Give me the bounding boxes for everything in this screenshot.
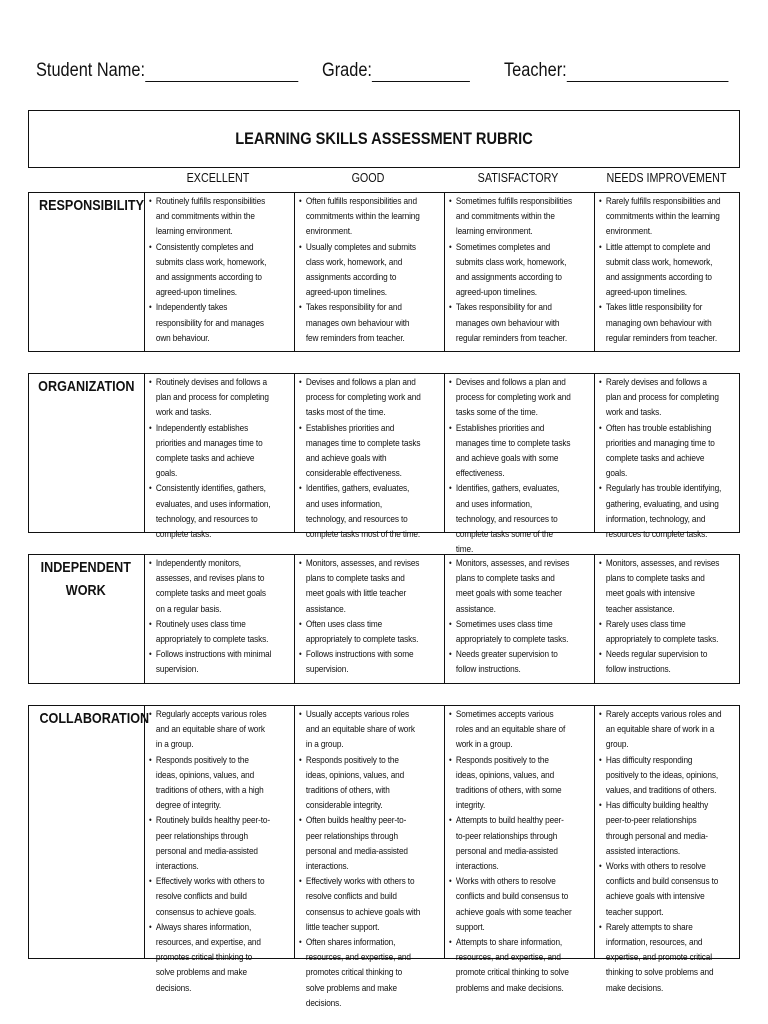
criteria-item: • Takes little responsibility for managing own behaviour with regular reminders from teacher.: [599, 300, 722, 346]
cell-excellent: [144, 374, 294, 541]
cell-good: [294, 374, 444, 541]
cell-needs-improvement: [594, 374, 741, 541]
column-header-needs-improvement: NEEDS IMPROVEMENT: [606, 171, 727, 185]
criteria-list: [599, 707, 722, 996]
criteria-item: • Often shares information, resources, and expertise, and promotes critical thinking to solve problems and make decisions.: [299, 935, 422, 1011]
criteria-item: • Effectively works with others to resolve conflicts and build consensus to achieve goals with little teacher support.: [299, 874, 422, 935]
criteria-list: [449, 375, 572, 557]
criteria-item: • Sometimes completes and submits class work, homework, and assignments according to agreed-upon timelines.: [449, 240, 572, 301]
criteria-item: • Little attempt to complete and submit class work, homework, and assignments according to agreed-upon timelines.: [599, 240, 722, 301]
section-label: [29, 195, 143, 218]
criteria-item: • Usually accepts various roles and an equitable share of work in a group.: [299, 707, 422, 753]
column-header-satisfactory: SATISFACTORY: [477, 171, 559, 185]
section-collaboration: [28, 705, 740, 1009]
criteria-item: • Works with others to resolve conflicts and build consensus to achieve goals with some teacher support.: [449, 874, 572, 935]
section-label: [29, 708, 150, 731]
criteria-item: • Takes responsibility for and manages own behaviour with regular reminders from teacher.: [449, 300, 572, 346]
grade-blank[interactable]: [372, 61, 470, 82]
criteria-item: • Consistently completes and submits class work, homework, and assignments according to agreed-upon timelines.: [149, 240, 272, 301]
section-label-line: RESPONSIBILITY: [39, 197, 145, 214]
section-independent-work: [28, 554, 740, 684]
criteria-item: • Often uses class time appropriately to complete tasks.: [299, 617, 422, 647]
rubric-title-box: [28, 110, 740, 168]
criteria-item: • Follows instructions with some supervision.: [299, 647, 422, 677]
criteria-list: [299, 375, 422, 542]
criteria-item: • Always shares information, resources, and expertise, and promotes critical thinking to solve problems and make decisions.: [149, 920, 272, 996]
criteria-item: • Needs greater supervision to follow instructions.: [449, 647, 572, 677]
cell-needs-improvement: [594, 193, 741, 351]
criteria-item: • Responds positively to the ideas, opinions, values, and traditions of others, with a high degree of integrity.: [149, 753, 272, 814]
criteria-item: • Monitors, assesses, and revises plans to complete tasks and meet goals with intensive teacher assistance.: [599, 556, 722, 617]
criteria-list: [599, 194, 722, 346]
section-label-line: COLLABORATION: [39, 710, 150, 727]
cell-needs-improvement: [594, 555, 741, 683]
criteria-item: • Responds positively to the ideas, opinions, values, and traditions of others, with some integrity.: [449, 753, 572, 814]
criteria-item: • Needs regular supervision to follow instructions.: [599, 647, 722, 677]
criteria-list: [299, 556, 422, 678]
rubric-title: LEARNING SKILLS ASSESSMENT RUBRIC: [235, 129, 533, 148]
criteria-list: [149, 375, 272, 542]
column-headers: [0, 171, 768, 189]
header-fields: [0, 60, 768, 90]
criteria-item: • Establishes priorities and manages time to complete tasks and achieve goals with some effectiveness.: [449, 421, 572, 482]
cell-excellent: [144, 706, 294, 994]
criteria-item: • Consistently identifies, gathers, evaluates, and uses information, technology, and resources to complete tasks.: [149, 481, 272, 542]
criteria-item: • Establishes priorities and manages time to complete tasks and achieve goals with considerable effectiveness.: [299, 421, 422, 482]
criteria-item: • Rarely fulfills responsibilities and commitments within the learning environment.: [599, 194, 722, 240]
column-header-good: GOOD: [351, 171, 385, 185]
cell-needs-improvement: [594, 706, 741, 994]
criteria-item: • Rarely accepts various roles and an equitable share of work in a group.: [599, 707, 722, 753]
criteria-item: • Often fulfills responsibilities and commitments within the learning environment.: [299, 194, 422, 240]
criteria-list: [149, 194, 272, 346]
criteria-item: • Routinely devises and follows a plan and process for completing work and tasks.: [149, 375, 272, 421]
criteria-item: • Independently establishes priorities and manages time to complete tasks and achieve goals.: [149, 421, 272, 482]
teacher-blank[interactable]: [567, 61, 729, 82]
cell-good: [294, 193, 444, 351]
teacher-field[interactable]: [504, 60, 728, 82]
criteria-item: • Attempts to build healthy peer-to-peer relationships through personal and media-assisted interactions.: [449, 813, 572, 874]
criteria-item: • Attempts to share information, resources, and expertise, and promote critical thinking to solve problems and make decisions.: [449, 935, 572, 996]
section-responsibility: [28, 192, 740, 352]
criteria-item: • Rarely uses class time appropriately to complete tasks.: [599, 617, 722, 647]
criteria-item: • Often builds healthy peer-to-peer relationships through personal and media-assisted interactions.: [299, 813, 422, 874]
cell-satisfactory: [444, 193, 594, 351]
cell-excellent: [144, 193, 294, 351]
criteria-item: • Rarely attempts to share information, resources, and expertise, and promote critical thinking to solve problems and make decisions.: [599, 920, 722, 996]
criteria-item: • Monitors, assesses, and revises plans to complete tasks and meet goals with little teacher assistance.: [299, 556, 422, 617]
cell-satisfactory: [444, 555, 594, 683]
section-label-line: INDEPENDENT: [40, 559, 132, 576]
cell-good: [294, 555, 444, 683]
student-name-field[interactable]: [36, 60, 298, 82]
criteria-item: • Sometimes uses class time appropriately to complete tasks.: [449, 617, 572, 647]
section-label: [29, 557, 143, 602]
criteria-item: • Has difficulty building healthy peer-to-peer relationships through personal and media-assisted interactions.: [599, 798, 722, 859]
criteria-list: [299, 707, 422, 1011]
section-label-line: WORK: [66, 581, 106, 599]
criteria-item: • Routinely fulfills responsibilities and commitments within the learning environment.: [149, 194, 272, 240]
criteria-item: • Rarely devises and follows a plan and process for completing work and tasks.: [599, 375, 722, 421]
teacher-label: Teacher:: [504, 60, 567, 81]
criteria-item: • Identifies, gathers, evaluates, and uses information, technology, and resources to complete tasks most of the time.: [299, 481, 422, 542]
criteria-list: [449, 194, 572, 346]
criteria-item: • Monitors, assesses, and revises plans to complete tasks and meet goals with some teacher assistance.: [449, 556, 572, 617]
student-name-label: Student Name:: [36, 60, 146, 81]
criteria-list: [149, 556, 272, 678]
criteria-item: • Sometimes accepts various roles and an equitable share of work in a group.: [449, 707, 572, 753]
grade-label: Grade:: [322, 60, 372, 81]
criteria-item: • Works with others to resolve conflicts and build consensus to achieve goals with intensive teacher support.: [599, 859, 722, 920]
criteria-item: • Responds positively to the ideas, opinions, values, and traditions of others, with considerable integrity.: [299, 753, 422, 814]
criteria-item: • Regularly has trouble identifying, gathering, evaluating, and using information, technology, and resources to complete tasks.: [599, 481, 722, 542]
section-organization: [28, 373, 740, 556]
column-header-excellent: EXCELLENT: [186, 171, 250, 185]
criteria-list: [599, 556, 722, 678]
criteria-item: • Usually completes and submits class work, homework, and assignments according to agreed-upon timelines.: [299, 240, 422, 301]
criteria-list: [449, 556, 572, 678]
criteria-item: • Regularly accepts various roles and an equitable share of work in a group.: [149, 707, 272, 753]
criteria-item: • Devises and follows a plan and process for completing work and tasks most of the time.: [299, 375, 422, 421]
criteria-item: • Identifies, gathers, evaluates, and uses information, technology, and resources to complete tasks some of the time.: [449, 481, 572, 557]
section-label-line: ORGANIZATION: [38, 378, 135, 395]
cell-excellent: [144, 555, 294, 683]
criteria-list: [149, 707, 272, 996]
criteria-item: • Has difficulty responding positively to the ideas, opinions, values, and traditions of others.: [599, 753, 722, 799]
criteria-item: • Often has trouble establishing priorities and managing time to complete tasks and achieve goals.: [599, 421, 722, 482]
cell-satisfactory: [444, 706, 594, 994]
criteria-list: [299, 194, 422, 346]
cell-satisfactory: [444, 374, 594, 556]
criteria-item: • Follows instructions with minimal supervision.: [149, 647, 272, 677]
criteria-item: • Routinely builds healthy peer-to-peer relationships through personal and media-assisted interactions.: [149, 813, 272, 874]
criteria-item: • Devises and follows a plan and process for completing work and tasks some of the time.: [449, 375, 572, 421]
criteria-item: • Effectively works with others to resolve conflicts and build consensus to achieve goals.: [149, 874, 272, 920]
criteria-list: [599, 375, 722, 542]
criteria-item: • Independently takes responsibility for and manages own behaviour.: [149, 300, 272, 346]
criteria-item: • Routinely uses class time appropriately to complete tasks.: [149, 617, 272, 647]
section-label: [29, 376, 143, 399]
student-name-blank[interactable]: [145, 61, 298, 82]
cell-good: [294, 706, 444, 1009]
grade-field[interactable]: [322, 60, 470, 82]
criteria-list: [449, 707, 572, 996]
criteria-item: • Sometimes fulfills responsibilities and commitments within the learning environment.: [449, 194, 572, 240]
criteria-item: • Takes responsibility for and manages own behaviour with few reminders from teacher.: [299, 300, 422, 346]
criteria-item: • Independently monitors, assesses, and revises plans to complete tasks and meet goals on a regular basis.: [149, 556, 272, 617]
